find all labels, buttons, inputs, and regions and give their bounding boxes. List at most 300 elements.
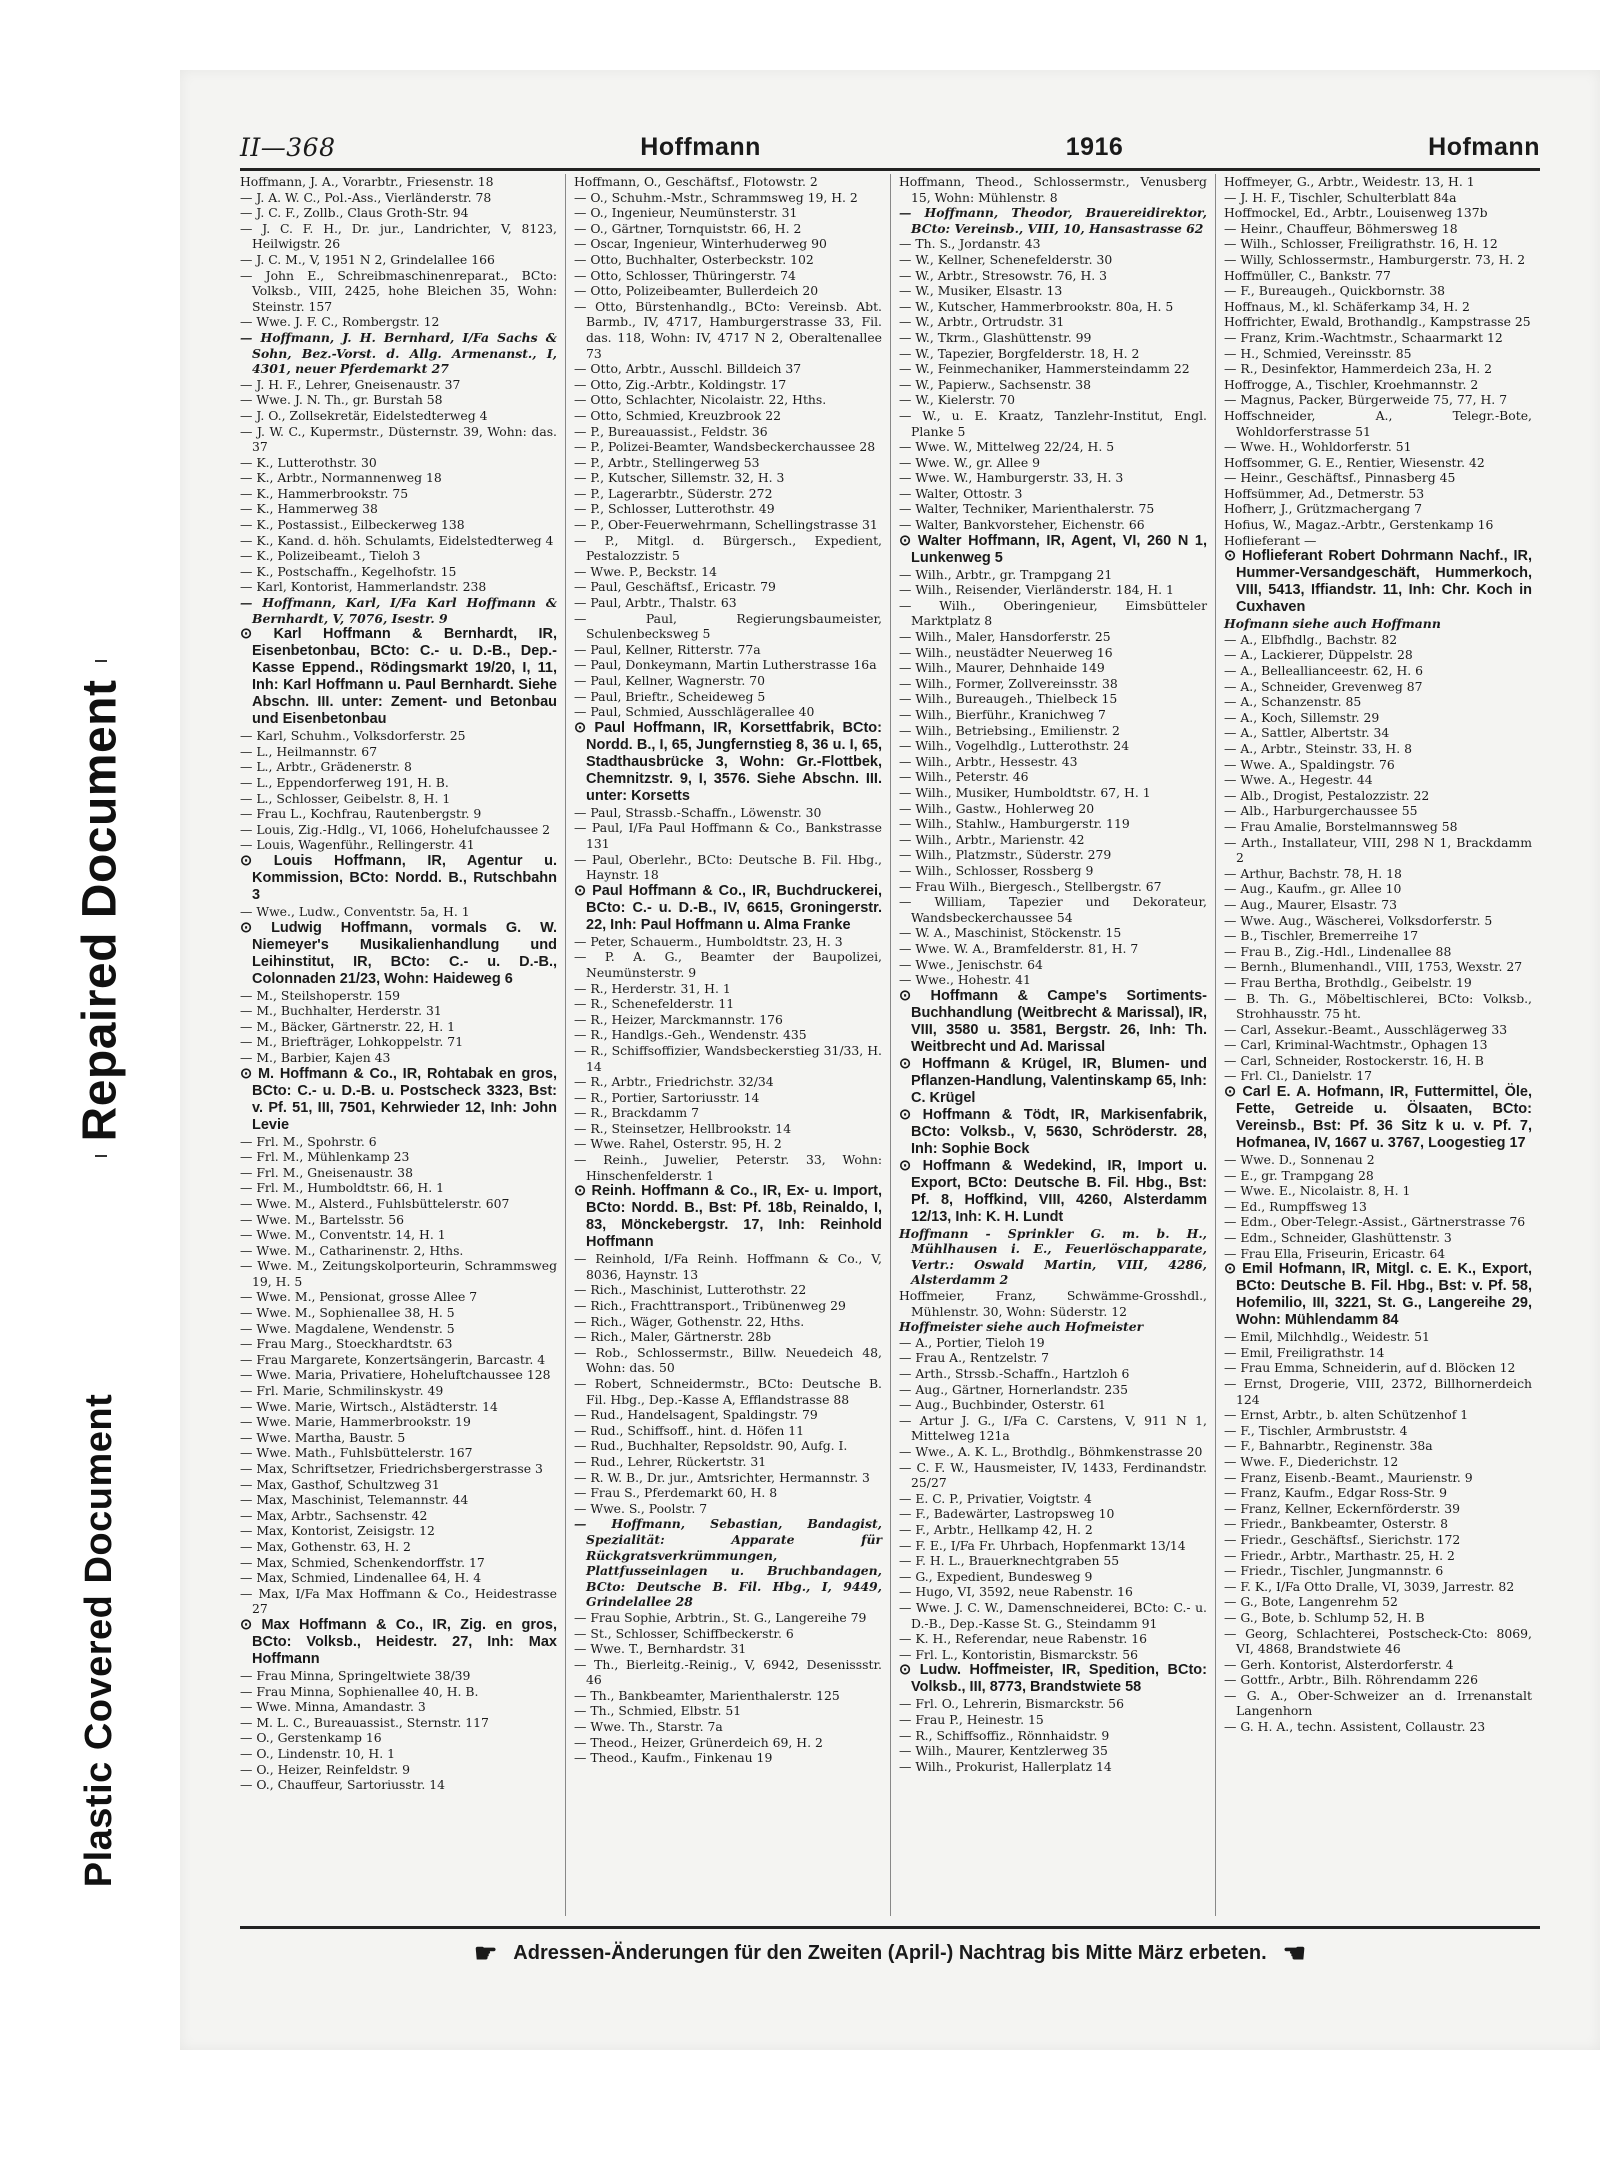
directory-entry: — Wilh., Maler, Hansdorferstr. 25 [899, 629, 1111, 645]
directory-entry: — Wwe. M., Bartelsstr. 56 [240, 1211, 404, 1227]
directory-entry: — Otto, Bürstenhandlg., BCto: Vereinsb. Abt. Barmb., IV, 4717, Hamburgerstrasse 33, Fil. das. 118, Wohn: IV, 4717 N 2, Oberaltenallee 73 [574, 298, 882, 361]
directory-entry: — Wilh., neustädter Neuerweg 16 [899, 644, 1113, 660]
directory-entry: — Louis, Zig.-Hdlg., VI, 1066, Hohelufchaussee 2 [240, 821, 551, 837]
directory-entry: — Frl. Marie, Schmilinskystr. 49 [240, 1383, 444, 1399]
page-footer [240, 1938, 1540, 1969]
directory-entry: — Wwe. W., Mittelweg 22/24, H. 5 [899, 439, 1115, 455]
directory-entry: — Wilh., Peterstr. 46 [899, 769, 1029, 785]
directory-entry: — Rud., Buchhalter, Repsoldstr. 90, Aufg. I. [574, 1438, 848, 1454]
directory-entry: — Otto, Schmied, Kreuzbrook 22 [574, 407, 782, 423]
directory-entry: — W., Arbtr., Stresowstr. 76, H. 3 [899, 267, 1108, 283]
directory-entry: — R., Schiffsoffiz., Rönnhaidstr. 9 [899, 1727, 1110, 1743]
directory-entry: — F., Arbtr., Hellkamp 42, H. 2 [899, 1521, 1093, 1537]
directory-entry: — Th., Schmied, Elbstr. 51 [574, 1703, 742, 1719]
directory-entry: — O., Chauffeur, Sartoriusstr. 14 [240, 1777, 445, 1793]
directory-entry: — Rud., Schiffsoff., hint. d. Höfen 11 [574, 1422, 805, 1438]
directory-entry: — Paul, Schmied, Ausschlägerallee 40 [574, 704, 815, 720]
directory-entry: — Wilh., Schlosser, Rossberg 9 [899, 862, 1094, 878]
directory-entry: — Frau B., Zig.-Hdl., Lindenallee 88 [1224, 943, 1452, 959]
directory-entry: — Rich., Maler, Gärtnerstr. 28b [574, 1329, 772, 1345]
directory-entry: Hoffmockel, Ed., Arbtr., Louisenweg 137b [1224, 205, 1488, 221]
directory-entry: — C. F. W., Hausmeister, IV, 1433, Ferdinandstr. 25/27 [899, 1459, 1207, 1491]
directory-entry: — Walter, Bankvorsteher, Eichenstr. 66 [899, 517, 1145, 533]
page-number: II—368 [240, 133, 336, 162]
directory-entry: — Frau Minna, Springeltwiete 38/39 [240, 1667, 471, 1683]
directory-entry: — R., Steinsetzer, Hellbrookstr. 14 [574, 1120, 792, 1136]
directory-entry: — Willy, Schlossermstr., Hamburgerstr. 73, H. 2 [1224, 251, 1526, 267]
directory-entry: — Wwe. W. A., Bramfelderstr. 81, H. 7 [899, 940, 1139, 956]
directory-entry: — Wwe. J. N. Th., gr. Burstah 58 [240, 392, 443, 408]
directory-entry: — Hoffmann, Theodor, Brauereidirektor, BCto: Vereinsb., VIII, 10, Hansastrasse 62 [899, 205, 1207, 236]
directory-entry: — Wwe. M., Sophienallee 38, H. 5 [240, 1305, 455, 1321]
directory-entry: — Carl, Kriminal-Wachtmstr., Ophagen 13 [1224, 1037, 1488, 1053]
directory-entry: — Wwe. W., Hamburgerstr. 33, H. 3 [899, 470, 1124, 486]
directory-entry: — Wwe. Th., Starstr. 7a [574, 1719, 723, 1735]
page-header [240, 114, 1540, 171]
directory-entry: — Wwe. M., Zeitungskolporteurin, Schrammsweg 19, H. 5 [240, 1258, 557, 1289]
directory-entry: — William, Tapezier und Dekorateur, Wandsbeckerchaussee 54 [899, 894, 1207, 925]
directory-entry: — Heinr., Chauffeur, Böhmersweg 18 [1224, 220, 1458, 236]
directory-entry: — Wwe. S., Poolstr. 7 [574, 1500, 708, 1516]
directory-entry: — Frau P., Heinestr. 15 [899, 1711, 1044, 1727]
footer-rule [240, 1926, 1540, 1929]
directory-entry: — Gerh. Kontorist, Alsterdorferstr. 4 [1224, 1656, 1454, 1672]
firm-entry: ⊙ Karl Hoffmann & Bernhardt, IR, Eisenbetonbau, BCto: C.- u. D.-B., Dep.-Kasse Eppend., Rödingsmarkt 19/20, I, 11, Inh: Karl Hoffmann u. Paul Bernhardt. Siehe Abschn. III. unter: Zement- und Betonbau und Eisenbetonbau [240, 626, 557, 728]
directory-entry: — Max, I/Fa Max Hoffmann & Co., Heidestrasse 27 [240, 1585, 557, 1617]
directory-entry: — Louis, Wagenführ., Rellingerstr. 41 [240, 837, 475, 853]
firm-entry: ⊙ Reinh. Hoffmann & Co., IR, Ex- u. Import, BCto: Nordd. B., Bst: Pf. 18b, Reinaldo, I, 83, Mönckebergstr. 17, Inh: Reinhold Hoffmann [574, 1183, 882, 1251]
directory-columns [240, 174, 1540, 1916]
directory-entry: — Frau Bertha, Brothdlg., Geibelstr. 19 [1224, 974, 1472, 990]
directory-entry: — Wilh., Betriebsing., Emilienstr. 2 [899, 722, 1120, 738]
directory-entry: — Arth., Installateur, VIII, 298 N 1, Brackdamm 2 [1224, 834, 1532, 866]
directory-entry: — Rud., Handelsagent, Spaldingstr. 79 [574, 1407, 818, 1423]
directory-entry: — Alb., Drogist, Pestalozzistr. 22 [1224, 787, 1430, 803]
directory-entry: — Wwe. Minna, Amandastr. 3 [240, 1699, 426, 1715]
directory-entry: — Frau Emma, Schneiderin, auf d. Blöcken 12 [1224, 1360, 1516, 1376]
pointing-hand-right-icon: ☛ [473, 1938, 498, 1968]
directory-entry: — Wilh., Platzmstr., Süderstr. 279 [899, 847, 1112, 863]
directory-entry: — Max, Maschinist, Telemannstr. 44 [240, 1492, 469, 1508]
directory-entry: — Franz, Krim.-Wachtmstr., Schaarmarkt 12 [1224, 329, 1503, 345]
directory-entry: — Frl. L., Kontoristin, Bismarckstr. 56 [899, 1646, 1139, 1662]
directory-entry: — J. C. M., V, 1951 N 2, Grindelallee 166 [240, 251, 495, 267]
header-left-name: Hoffmann [640, 133, 761, 161]
directory-entry: — Wwe., Hohestr. 41 [899, 972, 1031, 988]
directory-entry: — Karl, Schuhm., Volksdorferstr. 25 [240, 728, 466, 744]
directory-entry: — R. W. B., Dr. jur., Amtsrichter, Hermannstr. 3 [574, 1469, 870, 1485]
directory-entry: — Wwe. W., gr. Allee 9 [899, 454, 1040, 470]
directory-entry: — Wilh., Arbtr., Hessestr. 43 [899, 753, 1078, 769]
directory-entry: — Wwe. Marie, Wirtsch., Alstädterstr. 14 [240, 1398, 498, 1414]
directory-entry: — Frl. M., Humboldtstr. 66, H. 1 [240, 1180, 444, 1196]
directory-entry: — G. A., Ober-Schweizer an d. Irrenanstalt Langenhorn [1224, 1687, 1532, 1719]
directory-entry: — Frl. O., Lehrerin, Bismarckstr. 56 [899, 1696, 1124, 1712]
directory-entry: — Paul, Brieftr., Scheideweg 5 [574, 688, 766, 704]
side-label-repaired [40, 600, 160, 1220]
directory-entry: Hoffrogge, A., Tischler, Kroehmannstr. 2 [1224, 376, 1479, 392]
directory-entry: — Paul, Regierungsbaumeister, Schulenbecksweg 5 [574, 610, 882, 642]
directory-entry: — Peter, Schauerm., Humboldtstr. 23, H. 3 [574, 933, 843, 949]
firm-entry: ⊙ Paul Hoffmann & Co., IR, Buchdruckerei, BCto: C.- u. D.-B., IV, 6615, Groningerstr. 22, Inh: Paul Hoffmann u. Alma Franke [574, 883, 882, 934]
directory-entry: — Magnus, Packer, Bürgerweide 75, 77, H. 7 [1224, 392, 1508, 408]
firm-entry: ⊙ Walter Hoffmann, IR, Agent, VI, 260 N 1, Lunkenweg 5 [899, 533, 1207, 567]
directory-entry: — A., Portier, Tieloh 19 [899, 1334, 1045, 1350]
directory-entry: — F., Badewärter, Lastropsweg 10 [899, 1506, 1115, 1522]
directory-entry: — Paul, Arbtr., Thalstr. 63 [574, 595, 737, 611]
directory-entry: — Aug., Gärtner, Hornerlandstr. 235 [899, 1381, 1129, 1397]
directory-entry: — A., Schanzenstr. 85 [1224, 694, 1362, 710]
directory-entry: — Wilh., Reisender, Vierländerstr. 184, H. 1 [899, 582, 1174, 598]
directory-entry: Hoffmann, O., Geschäftsf., Flotowstr. 2 [574, 174, 818, 189]
directory-entry: — Wilh., Vogelhdlg., Lutterothstr. 24 [899, 738, 1130, 754]
directory-entry: Hoffmeyer, G., Arbtr., Weidestr. 13, H. 1 [1224, 174, 1475, 189]
directory-entry: — O., Gärtner, Tornquiststr. 66, H. 2 [574, 220, 802, 236]
directory-entry: — J. H. F., Lehrer, Gneisenaustr. 37 [240, 376, 461, 392]
directory-entry: — Wwe. Aug., Wäscherei, Volksdorferstr. 5 [1224, 912, 1493, 928]
directory-entry: Hoffmüller, C., Bankstr. 77 [1224, 267, 1391, 283]
directory-entry: — Frau L., Kochfrau, Rautenbergstr. 9 [240, 806, 482, 822]
directory-entry: Hoflieferant — [1224, 532, 1317, 548]
directory-entry: — Theod., Heizer, Grünerdeich 69, H. 2 [574, 1734, 823, 1750]
directory-entry: — Otto, Polizeibeamter, Bullerdeich 20 [574, 283, 819, 299]
directory-entry: — Arth., Strssb.-Schaffn., Hartzloh 6 [899, 1366, 1130, 1382]
directory-entry: — Emil, Milchhdlg., Weidestr. 51 [1224, 1329, 1430, 1345]
firm-entry: ⊙ Hoffmann & Campe's Sortiments-Buchhandlung (Weitbrecht & Marissal), IR, VIII, 3580 u. 3581, Bergstr. 26, Inh: Th. Weitbrecht und Ad. Marissal [899, 988, 1207, 1056]
directory-entry: — L., Arbtr., Grädenerstr. 8 [240, 759, 412, 775]
directory-entry: — Wilh., Bierführ., Kranichweg 7 [899, 707, 1106, 722]
directory-entry: — M., Bäcker, Gärtnerstr. 22, H. 1 [240, 1018, 455, 1034]
directory-entry: — Wilh., Schlosser, Freiligrathstr. 16, H. 12 [1224, 236, 1498, 252]
directory-entry: Hoffmann, J. A., Vorarbtr., Friesenstr. 18 [240, 174, 494, 189]
directory-entry: — Edm., Schneider, Glashüttenstr. 3 [1224, 1230, 1452, 1246]
directory-entry: — P., Schlosser, Lutterothstr. 49 [574, 501, 775, 517]
directory-entry: — W., Tapezier, Borgfelderstr. 18, H. 2 [899, 345, 1140, 361]
directory-entry: — K., Hammerbrookstr. 75 [240, 485, 409, 501]
directory-entry: — Rud., Lehrer, Rückertstr. 31 [574, 1453, 767, 1469]
directory-entry: — P., Ober-Feuerwehrmann, Schellingstrasse 31 [574, 517, 878, 533]
directory-entry: — R., Heizer, Marckmannstr. 176 [574, 1011, 783, 1027]
directory-entry: — Wwe. H., Wohldorferstr. 51 [1224, 439, 1412, 455]
directory-entry: — A., Schneider, Grevenweg 87 [1224, 678, 1423, 694]
directory-entry: — Hoffmann, Karl, I/Fa Karl Hoffmann & Bernhardt, V, 7076, Isestr. 9 [240, 595, 557, 626]
directory-entry: — Wwe. Math., Fuhlsbüttelerstr. 167 [240, 1445, 473, 1461]
directory-entry: — Franz, Eisenb.-Beamt., Maurienstr. 9 [1224, 1469, 1473, 1485]
directory-entry: Hoffsümmer, Ad., Detmerstr. 53 [1224, 485, 1425, 501]
directory-entry: — Frau Margarete, Konzertsängerin, Barcastr. 4 [240, 1351, 546, 1367]
directory-entry: — Max, Arbtr., Sachsenstr. 42 [240, 1507, 428, 1523]
directory-entry: — Gottfr., Arbtr., Bilh. Röhrendamm 226 [1224, 1672, 1479, 1688]
directory-entry: — Reinhold, I/Fa Reinh. Hoffmann & Co., V, 8036, Haynstr. 13 [574, 1251, 882, 1282]
directory-entry: — M., Barbier, Kajen 43 [240, 1049, 391, 1065]
directory-entry: — K., Polizeibeamt., Tieloh 3 [240, 548, 421, 564]
directory-entry: — M., Buchhalter, Herderstr. 31 [240, 1003, 442, 1019]
directory-entry: — A., Arbtr., Steinstr. 33, H. 8 [1224, 741, 1412, 756]
directory-entry: — Wilh., Prokurist, Hallerplatz 14 [899, 1758, 1112, 1774]
directory-entry: — Rich., Maschinist, Lutterothstr. 22 [574, 1282, 807, 1298]
header-year: 1916 [1065, 133, 1124, 161]
directory-entry: — Robert, Schneidermstr., BCto: Deutsche B. Fil. Hbg., Dep.-Kasse A, Efflandstrasse 88 [574, 1376, 882, 1407]
directory-entry: — W., u. E. Kraatz, Tanzlehr-Institut, Engl. Planke 5 [899, 407, 1207, 439]
directory-entry: — B., Tischler, Bremerreihe 17 [1224, 928, 1419, 944]
directory-entry: — F., Bureaugeh., Quickbornstr. 38 [1224, 283, 1445, 299]
directory-entry: Hofius, W., Magaz.-Arbtr., Gerstenkamp 16 [1224, 517, 1494, 533]
directory-entry: — Carl, Assekur.-Beamt., Ausschlägerweg 33 [1224, 1021, 1508, 1037]
directory-entry: — F., Bahnarbtr., Reginenstr. 38a [1224, 1438, 1433, 1454]
directory-entry: Hoffmeier, Franz, Schwämme-Grosshdl., Mühlenstr. 30, Wohn: Süderstr. 12 [899, 1288, 1207, 1319]
directory-entry: — J. H. F., Tischler, Schulterblatt 84a [1224, 189, 1457, 205]
directory-entry: — E., gr. Trampgang 28 [1224, 1167, 1374, 1183]
directory-entry: — Carl, Schneider, Rostockerstr. 16, H. B [1224, 1052, 1484, 1068]
directory-entry: — Wilh., Maurer, Kentzlerweg 35 [899, 1743, 1108, 1759]
directory-entry: — F. K., I/Fa Otto Dralle, VI, 3039, Jarrestr. 82 [1224, 1578, 1515, 1594]
directory-entry: — Rich., Frachttransport., Tribünenweg 29 [574, 1298, 846, 1314]
firm-entry: ⊙ M. Hoffmann & Co., IR, Rohtabak en gros, BCto: C.- u. D.-B. u. Postscheck 3323, Bst: v. Pf. 51, III, 7501, Kehrwieder 12, Inh: John Levie [240, 1066, 557, 1134]
directory-entry: — O., Lindenstr. 10, H. 1 [240, 1745, 395, 1761]
directory-entry: Hoffrichter, Ewald, Brothandlg., Kampstrasse 25 [1224, 314, 1531, 330]
directory-entry: — A., Sattler, Albertstr. 34 [1224, 725, 1390, 741]
directory-entry: — K. H., Referendar, neue Rabenstr. 16 [899, 1631, 1148, 1647]
directory-entry: — Wilh., Arbtr., gr. Trampgang 21 [899, 566, 1113, 582]
firm-entry: ⊙ Emil Hofmann, IR, Mitgl. c. E. K., Export, BCto: Deutsche B. Fil. Hbg., Bst: v. Pf. 58, Hofemilio, III, 3221, St. G., Langereihe 29, Wohn: Mühlendamm 84 [1224, 1261, 1532, 1329]
directory-entry: — M. L. C., Bureauassist., Sternstr. 117 [240, 1714, 489, 1730]
directory-entry: — K., Arbtr., Normannenweg 18 [240, 470, 442, 486]
directory-entry: — K., Postassist., Eilbeckerweg 138 [240, 517, 465, 533]
directory-entry: — R., Arbtr., Friedrichstr. 32/34 [574, 1074, 774, 1090]
directory-entry: — Bernh., Blumenhandl., VIII, 1753, Wexstr. 27 [1224, 959, 1523, 975]
directory-entry: — Wilh., Oberingenieur, Eimsbütteler Marktplatz 8 [899, 597, 1207, 629]
directory-entry: — R., Schiffsoffizier, Wandsbeckerstieg 31/33, H. 14 [574, 1042, 882, 1074]
directory-entry: — Ed., Rumpffsweg 13 [1224, 1198, 1367, 1214]
directory-entry: — W., Musiker, Elsastr. 13 [899, 283, 1063, 299]
directory-entry: — Wwe., A. K. L., Brothdlg., Böhmkenstrasse 20 [899, 1444, 1203, 1459]
directory-entry: — Aug., Buchbinder, Osterstr. 61 [899, 1397, 1106, 1413]
directory-entry: — Frau Marg., Stoeckhardtstr. 63 [240, 1336, 453, 1352]
directory-entry: — H., Schmied, Vereinsstr. 85 [1224, 345, 1412, 361]
directory-entry: — Friedr., Bankbeamter, Osterstr. 8 [1224, 1516, 1448, 1532]
directory-entry: — W., Kellner, Schenefelderstr. 30 [899, 251, 1113, 267]
directory-entry: Hoffmann, Theod., Schlossermstr., Venusberg 15, Wohn: Mühlenstr. 8 [899, 174, 1207, 205]
directory-entry: — Max, Schmied, Schenkendorffstr. 17 [240, 1554, 485, 1570]
directory-entry: — A., Lackierer, Düppelstr. 28 [1224, 647, 1413, 663]
directory-entry: — Arthur, Bachstr. 78, H. 18 [1224, 865, 1402, 881]
directory-entry: Hoffmann - Sprinkler G. m. b. H., Mühlhausen i. E., Feuerlöschapparate, Vertr.: Oswald Martin, VIII, 4286, Alsterdamm 2 [899, 1225, 1207, 1288]
directory-entry: — R., Schenefelderstr. 11 [574, 996, 735, 1012]
directory-entry: Hoffschneider, A., Telegr.-Bote, Wohldorferstrasse 51 [1224, 407, 1532, 439]
directory-entry: — Wwe. E., Nicolaistr. 8, H. 1 [1224, 1183, 1411, 1199]
divider-dash [95, 660, 107, 662]
directory-entry: — P., Bureauassist., Feldstr. 36 [574, 423, 768, 439]
directory-entry: — J. C. F., Zollb., Claus Groth-Str. 94 [240, 205, 469, 221]
directory-entry: — Frl. M., Gneisenaustr. 38 [240, 1164, 413, 1180]
directory-entry: Hoffsommer, G. E., Rentier, Wiesenstr. 42 [1224, 454, 1485, 470]
directory-entry: — Max, Gasthof, Schultzweg 31 [240, 1476, 440, 1492]
directory-entry: Hofmann siehe auch Hoffmann [1224, 616, 1441, 632]
directory-entry: — Max, Gothenstr. 63, H. 2 [240, 1538, 411, 1554]
directory-entry: — Paul, Donkeymann, Martin Lutherstrasse 16a [574, 657, 877, 673]
directory-entry: — Frl. M., Spohrstr. 6 [240, 1133, 377, 1149]
directory-entry: — Frau Wilh., Biergesch., Stellbergstr. 67 [899, 878, 1162, 894]
directory-entry: — O., Gerstenkamp 16 [240, 1730, 382, 1746]
column-4 [1215, 174, 1540, 1916]
directory-entry: — Hoffmann, J. H. Bernhard, I/Fa Sachs & Sohn, Bez.-Vorst. d. Allg. Armenanst., I, 4301, neuer Pferdemarkt 27 [240, 329, 557, 377]
directory-entry: — Paul, Geschäftsf., Ericastr. 79 [574, 579, 776, 595]
directory-entry: — Oscar, Ingenieur, Winterhuderweg 90 [574, 236, 827, 252]
pointing-hand-left-icon: ☚ [1282, 1938, 1307, 1968]
directory-entry: — Otto, Zig.-Arbtr., Koldingstr. 17 [574, 376, 787, 392]
directory-entry: — Frau Amalie, Borstelmannsweg 58 [1224, 818, 1458, 834]
directory-entry: — R., Handlgs.-Geh., Wendenstr. 435 [574, 1027, 807, 1043]
directory-entry: — Otto, Arbtr., Ausschl. Billdeich 37 [574, 361, 802, 377]
directory-entry: — Otto, Schlosser, Thüringerstr. 74 [574, 267, 796, 283]
directory-entry: — Otto, Schlachter, Nicolaistr. 22, Hths. [574, 392, 827, 408]
directory-entry: — Wilh., Gastw., Hohlerweg 20 [899, 800, 1095, 816]
directory-entry: — Alb., Harburgerchaussee 55 [1224, 803, 1418, 819]
directory-page [180, 70, 1600, 2050]
directory-entry: — Wwe. F., Diederichstr. 12 [1224, 1453, 1399, 1469]
directory-entry: — Friedr., Tischler, Jungmannstr. 6 [1224, 1563, 1444, 1579]
directory-entry: — P., Lagerarbtr., Süderstr. 272 [574, 485, 773, 501]
directory-entry: — Wilh., Maurer, Dehnhaide 149 [899, 660, 1105, 676]
directory-entry: — O., Schuhm.-Mstr., Schrammsweg 19, H. 2 [574, 189, 858, 205]
directory-entry: — Aug., Maurer, Elsastr. 73 [1224, 896, 1398, 912]
directory-entry: — Georg, Schlachterei, Postscheck-Cto: 8069, VI, 4868, Brandstwiete 46 [1224, 1625, 1532, 1657]
directory-entry: — Ernst, Arbtr., b. alten Schützenhof 1 [1224, 1407, 1469, 1423]
directory-entry: — M., Steilshoperstr. 159 [240, 987, 400, 1003]
directory-entry: — Wwe. Magdalene, Wendenstr. 5 [240, 1320, 455, 1336]
directory-entry: — W., Papierw., Sachsenstr. 38 [899, 376, 1091, 392]
directory-entry: — Paul, Kellner, Wagnerstr. 70 [574, 673, 766, 688]
directory-entry: — Theod., Kaufm., Finkenau 19 [574, 1750, 773, 1766]
directory-entry: — P., Polizei-Beamter, Wandsbeckerchaussee 28 [574, 439, 876, 455]
directory-entry: — Paul, Oberlehr., BCto: Deutsche B. Fil. Hbg., Haynstr. 18 [574, 851, 882, 883]
directory-entry: — Paul, I/Fa Paul Hoffmann & Co., Bankstrasse 131 [574, 820, 882, 851]
firm-entry: ⊙ Ludwig Hoffmann, vormals G. W. Niemeyer's Musikalienhandlung und Leihinstitut, IR, BCto: C.- u. D.-B., Colonnaden 21/23, Wohn: Haideweg 6 [240, 920, 557, 988]
firm-entry: ⊙ Hoffmann & Wedekind, IR, Import u. Export, BCto: Deutsche B. Fil. Hbg., Bst: Pf. 8, Hoffkind, VIII, 4260, Alsterdamm 12/13, Inh: K. H. Lundt [899, 1158, 1207, 1226]
firm-entry: ⊙ Louis Hoffmann, IR, Agentur u. Kommission, BCto: Nordd. B., Rutschbahn 3 [240, 853, 557, 904]
directory-entry: — Wwe. D., Sonnenau 2 [1224, 1152, 1375, 1168]
directory-entry: — W., Kutscher, Hammerbrookstr. 80a, H. 5 [899, 298, 1174, 314]
directory-entry: — K., Kand. d. höh. Schulamts, Eidelstedterweg 4 [240, 532, 554, 548]
column-3 [890, 174, 1215, 1916]
directory-entry: Hoffnaus, M., kl. Schäferkamp 34, H. 2 [1224, 298, 1470, 314]
directory-entry: — Wwe. J. C. W., Damenschneiderei, BCto: C.- u. D.-B., Dep.-Kasse St. G., Steindamm 91 [899, 1599, 1207, 1631]
directory-entry: — Walter, Ottostr. 3 [899, 485, 1023, 501]
directory-entry: — Paul, Strassb.-Schaffn., Löwenstr. 30 [574, 804, 822, 820]
directory-entry: — L., Schlosser, Geibelstr. 8, H. 1 [240, 790, 451, 806]
directory-entry: — Hugo, VI, 3592, neue Rabenstr. 16 [899, 1584, 1133, 1600]
directory-entry: — Reinh., Juwelier, Peterstr. 33, Wohn: Hinschenfelderstr. 1 [574, 1152, 882, 1183]
directory-entry: — Frau Sophie, Arbtrin., St. G., Langereihe 79 [574, 1609, 867, 1625]
directory-entry: — Th. S., Jordanstr. 43 [899, 236, 1041, 252]
directory-entry: Hoffmeister siehe auch Hofmeister [899, 1319, 1144, 1335]
directory-entry: — Wwe. A., Spaldingstr. 76 [1224, 756, 1395, 772]
directory-entry: — Wwe. Maria, Privatiere, Hoheluftchaussee 128 [240, 1367, 551, 1383]
directory-entry: — Wwe. Martha, Baustr. 5 [240, 1429, 406, 1445]
directory-entry: — Walter, Techniker, Marienthalerstr. 75 [899, 501, 1155, 517]
directory-entry: — W., Tkrm., Glashüttenstr. 99 [899, 329, 1092, 345]
directory-entry: — Wwe. Marie, Hammerbrookstr. 19 [240, 1414, 471, 1430]
side-label-bottom-text: Plastic Covered Document [78, 1393, 121, 1887]
directory-entry: — Max, Schriftsetzer, Friedrichsbergerstrasse 3 [240, 1461, 543, 1476]
directory-entry: — Franz, Kaufm., Edgar Ross-Str. 9 [1224, 1485, 1448, 1501]
directory-entry: — J. W. C., Kupermstr., Düsternstr. 39, Wohn: das. 37 [240, 423, 557, 455]
directory-entry: — P., Arbtr., Stellingerweg 53 [574, 454, 760, 470]
directory-entry: — G., Expedient, Bundesweg 9 [899, 1568, 1093, 1584]
directory-entry: — O., Heizer, Reinfeldstr. 9 [240, 1761, 411, 1777]
directory-entry: — Emil, Freiligrathstr. 14 [1224, 1344, 1385, 1360]
directory-entry: — P., Kutscher, Sillemstr. 32, H. 3 [574, 470, 785, 486]
directory-entry: — F., Tischler, Armbruststr. 4 [1224, 1422, 1408, 1438]
directory-entry: — W., Kielerstr. 70 [899, 392, 1016, 408]
directory-entry: — W., Arbtr., Ortrudstr. 31 [899, 314, 1065, 330]
directory-entry: — Wwe. J. F. C., Rombergstr. 12 [240, 314, 440, 330]
directory-entry: — Wilh., Arbtr., Marienstr. 42 [899, 831, 1085, 847]
directory-entry: — R., Herderstr. 31, H. 1 [574, 980, 731, 996]
directory-entry: — Ernst, Drogerie, VIII, 2372, Billhornerdeich 124 [1224, 1376, 1532, 1407]
side-label-plastic [40, 1280, 160, 2000]
directory-entry: — Aug., Kaufm., gr. Allee 10 [1224, 881, 1402, 897]
directory-entry: — Wilh., Bureaugeh., Thielbeck 15 [899, 691, 1118, 707]
directory-entry: — Wwe. M., Alsterd., Fuhlsbüttelerstr. 607 [240, 1195, 510, 1211]
footer-notice: Adressen-Änderungen für den Zweiten (April-) Nachtrag bis Mitte März erbeten. [513, 1942, 1267, 1964]
divider-dash [95, 1155, 107, 1157]
directory-entry: — R., Desinfektor, Hammerdeich 23a, H. 2 [1224, 361, 1492, 377]
directory-entry: — O., Ingenieur, Neumünsterstr. 31 [574, 205, 798, 221]
directory-entry: — R., Portier, Sartoriusstr. 14 [574, 1089, 760, 1105]
firm-entry: ⊙ Max Hoffmann & Co., IR, Zig. en gros, BCto: Volksb., Heidestr. 27, Inh: Max Hoffmann [240, 1617, 557, 1668]
firm-entry: ⊙ Carl E. A. Hofmann, IR, Futtermittel, Öle, Fette, Getreide u. Ölsaaten, BCto: Vereinsb., Bst: Pf. 36 Sitz k u. v. Pf. 7, Hofmanea, IV, 1667 u. 3767, Loogestieg 17 [1224, 1084, 1532, 1152]
directory-entry: — St., Schlosser, Schiffbeckerstr. 6 [574, 1625, 794, 1641]
directory-entry: — Rich., Wäger, Gothenstr. 22, Hths. [574, 1313, 805, 1329]
side-label-top-text: Repaired Document [73, 679, 127, 1141]
directory-entry: — Wwe. M., Conventstr. 14, H. 1 [240, 1227, 446, 1243]
directory-entry: — Friedr., Geschäftsf., Sierichstr. 172 [1224, 1531, 1461, 1547]
directory-entry: — Max, Schmied, Lindenallee 64, H. 4 [240, 1570, 482, 1586]
directory-entry: — Frau A., Rentzelstr. 7 [899, 1350, 1050, 1366]
directory-entry: — Wilh., Stahlw., Hamburgerstr. 119 [899, 816, 1130, 832]
directory-entry: — Frau Ella, Friseurin, Ericastr. 64 [1224, 1245, 1446, 1261]
firm-entry: ⊙ Hoffmann & Tödt, IR, Markisenfabrik, BCto: Volksb., V, 5630, Schröderstr. 28, Inh: Sophie Bock [899, 1107, 1207, 1158]
directory-entry: — Paul, Kellner, Ritterstr. 77a [574, 641, 761, 657]
directory-entry: — Th., Bierleitg.-Reinig., V, 6942, Desenissstr. 46 [574, 1656, 882, 1688]
directory-entry: — Wilh., Former, Zollvereinsstr. 38 [899, 675, 1118, 691]
directory-entry: — Frau S., Pferdemarkt 60, H. 8 [574, 1485, 778, 1501]
directory-entry: — Heinr., Geschäftsf., Pinnasberg 45 [1224, 470, 1456, 486]
directory-entry: — Th., Bankbeamter, Marienthalerstr. 125 [574, 1687, 840, 1703]
directory-entry: — Karl, Kontorist, Hammerlandstr. 238 [240, 579, 487, 595]
directory-entry: — Hoffmann, Sebastian, Bandagist, Spezialität: Apparate für Rückgratsverkrümmungen, Plattfusseinlagen u. Bruchbandagen, BCto: Deutsche B. Fil. Hbg., I, 9449, Grindelallee 28 [574, 1516, 882, 1610]
directory-entry: — G., Bote, b. Schlump 52, H. B [1224, 1609, 1425, 1625]
directory-entry: — M., Briefträger, Lohkoppelstr. 71 [240, 1034, 464, 1050]
header-right-name: Hofmann [1428, 133, 1540, 161]
directory-entry: — F. H. L., Brauerknechtgraben 55 [899, 1553, 1120, 1569]
directory-entry: — Wwe. T., Bernhardstr. 31 [574, 1641, 747, 1657]
directory-entry: — W., Feinmechaniker, Hammersteindamm 22 [899, 361, 1190, 377]
directory-entry: — J. A. W. C., Pol.-Ass., Vierländerstr. 78 [240, 189, 492, 205]
directory-entry: — Frl. Cl., Danielstr. 17 [1224, 1068, 1373, 1084]
column-2 [565, 174, 890, 1916]
directory-entry: — J. O., Zollsekretär, Eidelstedterweg 4 [240, 407, 488, 423]
directory-entry: — Friedr., Arbtr., Marthastr. 25, H. 2 [1224, 1547, 1455, 1563]
directory-entry: — K., Hammerweg 38 [240, 501, 378, 517]
directory-entry: — F. E., I/Fa Fr. Uhrbach, Hopfenmarkt 13/14 [899, 1537, 1186, 1553]
directory-entry: — A., Koch, Sillemstr. 29 [1224, 709, 1380, 725]
directory-entry: — Wwe. Rahel, Osterstr. 95, H. 2 [574, 1136, 782, 1152]
directory-entry: — Wwe. A., Hegestr. 44 [1224, 772, 1373, 788]
directory-entry: — W. A., Maschinist, Stöckenstr. 15 [899, 925, 1122, 941]
firm-entry: ⊙ Hoffmann & Krügel, IR, Blumen- und Pflanzen-Handlung, Valentinskamp 65, Inh: C. Krügel [899, 1056, 1207, 1107]
